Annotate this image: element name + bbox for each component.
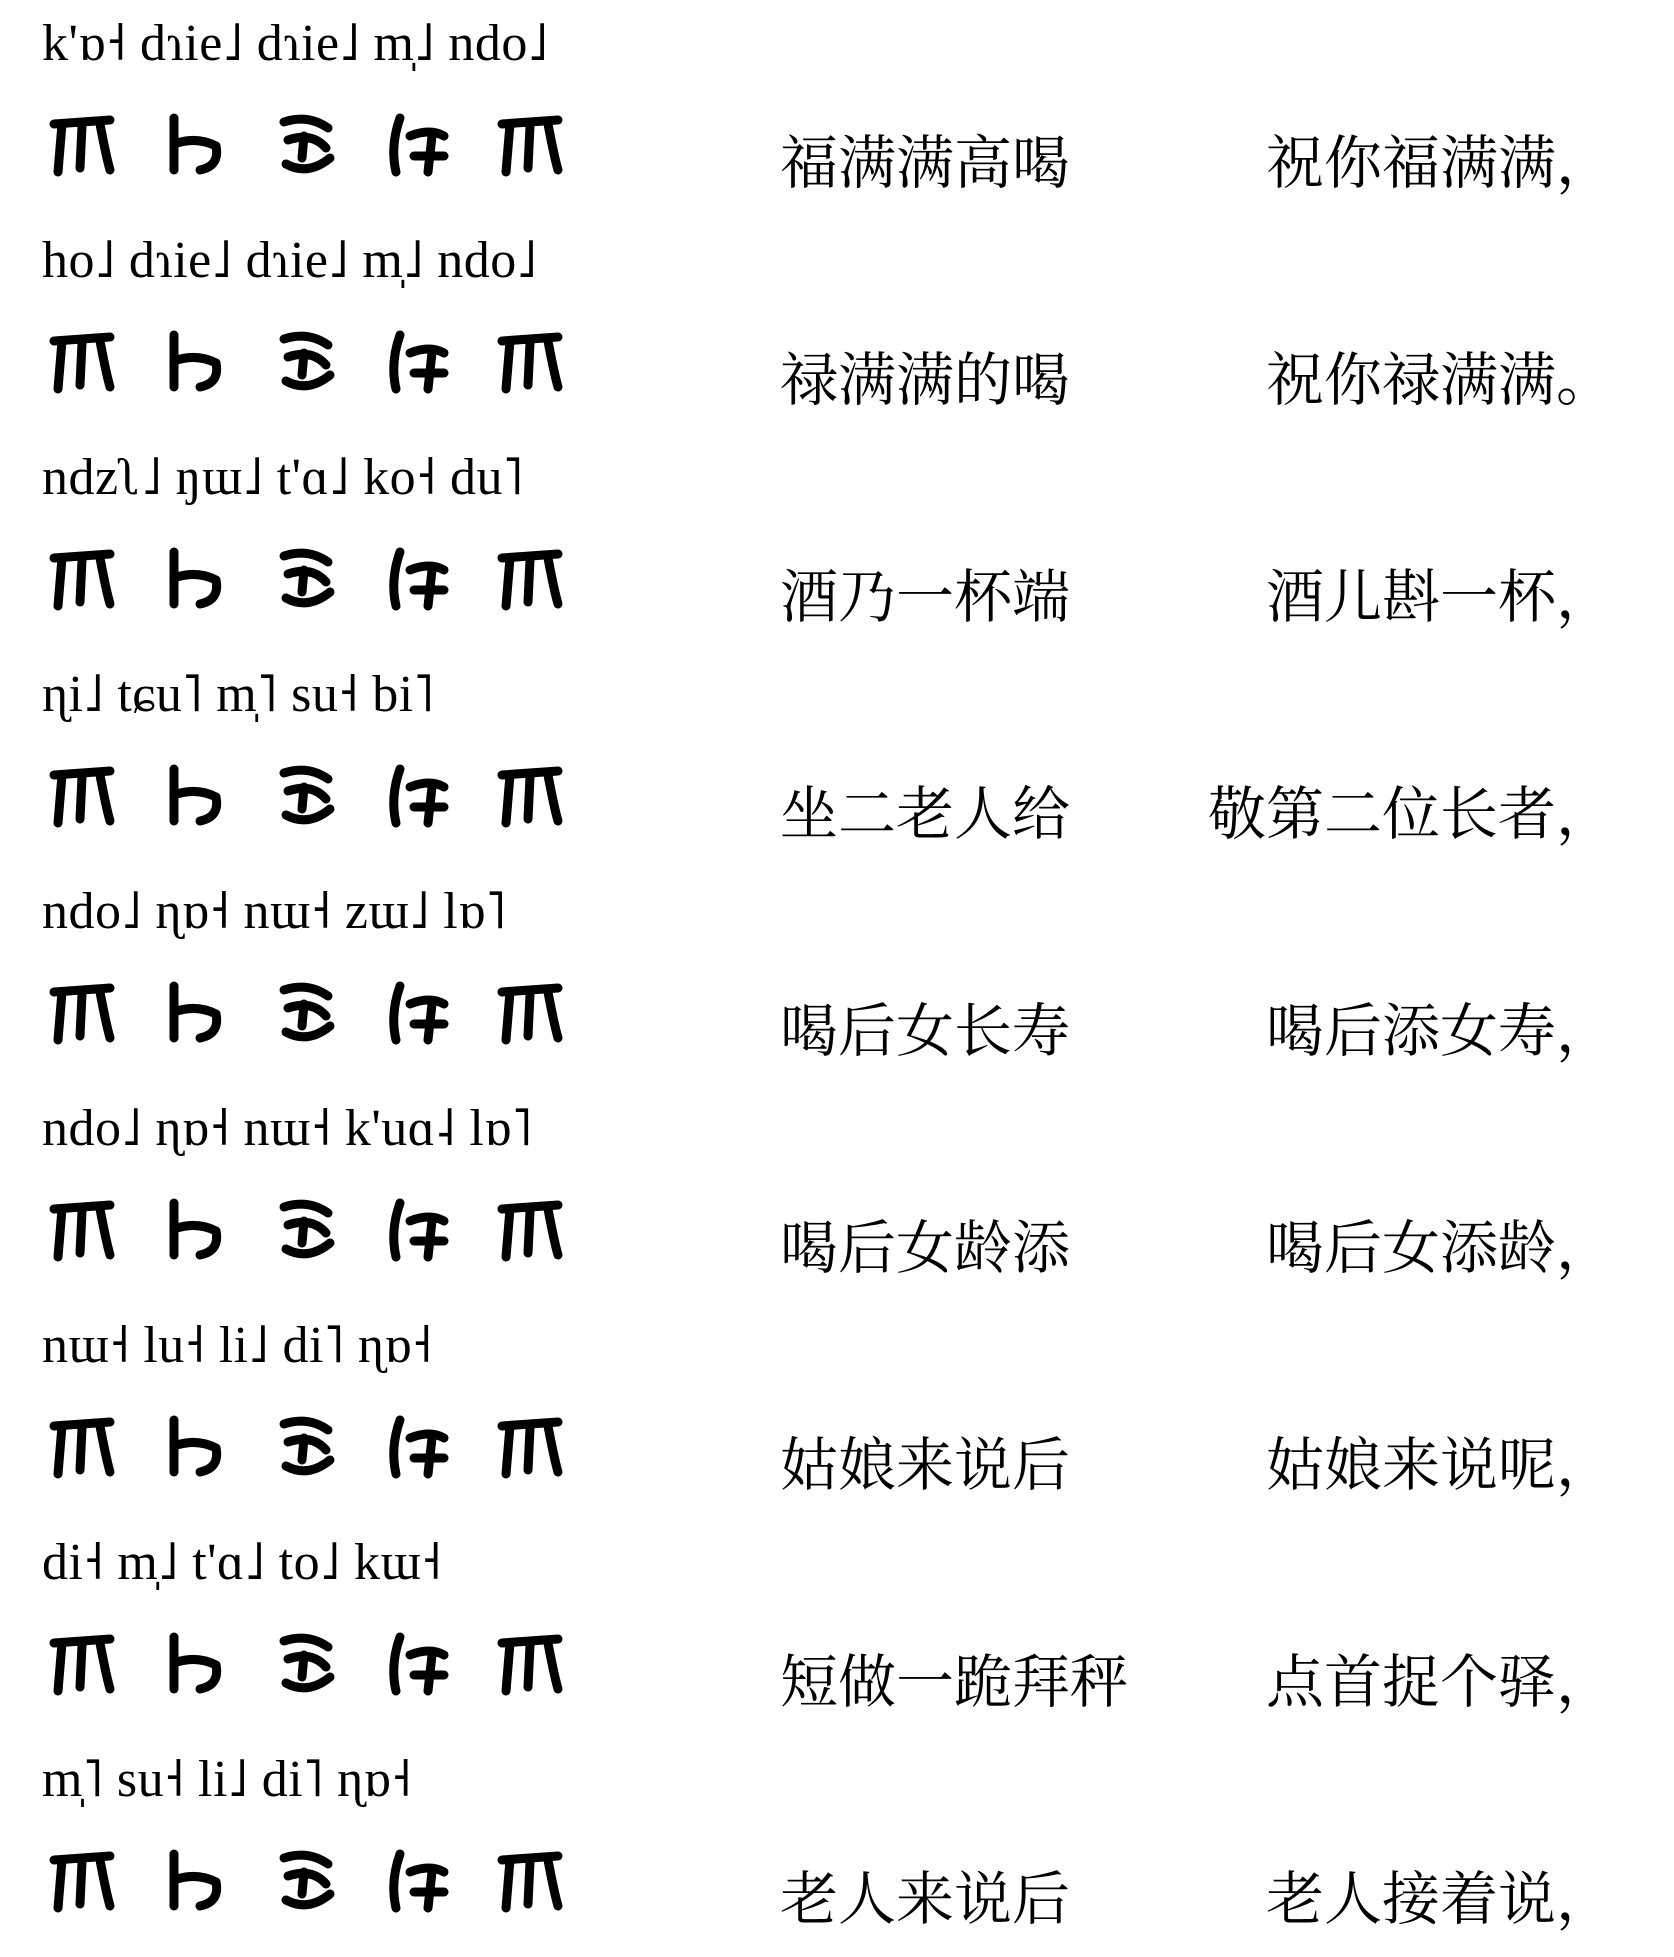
yi-glyph-icon [156, 1625, 232, 1701]
yi-glyph-icon [268, 1842, 344, 1918]
literal-gloss: 坐二老人给 [780, 780, 1071, 848]
verse-6 [0, 1085, 1674, 1302]
yi-glyph-icon [380, 1625, 456, 1701]
yi-script-row [44, 1613, 604, 1713]
yi-script-row [44, 311, 604, 411]
yi-glyph-icon [268, 757, 344, 833]
literal-gloss: 酒乃一杯端 [780, 563, 1071, 631]
yi-glyph-icon [268, 323, 344, 399]
ipa-transcription: ndo˩ ɳɒ˧ nɯ˧ k'uɑ˨ lɒ˥ [42, 1100, 533, 1157]
verse-9 [0, 1736, 1674, 1953]
yi-script-row [44, 528, 604, 628]
yi-glyph-icon [492, 1625, 568, 1701]
verse-3 [0, 434, 1674, 651]
yi-glyph-icon [380, 757, 456, 833]
yi-script-row [44, 94, 604, 194]
free-translation: 喝后女添龄， [1265, 1214, 1614, 1282]
free-translation: 老人接着说， [1265, 1865, 1614, 1933]
yi-glyph-icon [492, 1191, 568, 1267]
yi-glyph-icon [156, 106, 232, 182]
yi-glyph-icon [492, 1842, 568, 1918]
verse-2 [0, 217, 1674, 434]
yi-glyph-icon [492, 974, 568, 1050]
yi-glyph-icon [268, 974, 344, 1050]
literal-gloss: 姑娘来说后 [780, 1431, 1071, 1499]
ipa-transcription: ndzʅ˩ ŋɯ˩ t'ɑ˩ ko˧ du˥ [42, 449, 524, 506]
free-translation: 喝后添女寿， [1265, 997, 1614, 1065]
yi-glyph-icon [156, 540, 232, 616]
yi-glyph-icon [156, 323, 232, 399]
free-translation: 酒儿斟一杯， [1265, 563, 1614, 631]
yi-glyph-icon [44, 540, 120, 616]
yi-script-row [44, 1396, 604, 1496]
yi-glyph-icon [268, 1408, 344, 1484]
yi-glyph-icon [492, 757, 568, 833]
verse-5 [0, 868, 1674, 1085]
yi-script-row [44, 745, 604, 845]
ipa-transcription: di˧ m̩˩ t'ɑ˩ to˩ kɯ˧ [42, 1534, 442, 1591]
yi-script-row [44, 1830, 604, 1930]
yi-glyph-icon [44, 106, 120, 182]
ipa-transcription: m̩˥ su˧ li˩ di˥ ɳɒ˧ [42, 1751, 412, 1808]
yi-glyph-icon [268, 106, 344, 182]
yi-glyph-icon [268, 1191, 344, 1267]
yi-glyph-icon [492, 540, 568, 616]
yi-glyph-icon [156, 974, 232, 1050]
literal-gloss: 禄满满的喝 [780, 346, 1071, 414]
yi-glyph-icon [492, 1408, 568, 1484]
yi-glyph-icon [44, 1842, 120, 1918]
literal-gloss: 喝后女长寿 [780, 997, 1071, 1065]
yi-glyph-icon [44, 1625, 120, 1701]
yi-glyph-icon [44, 1408, 120, 1484]
verse-8 [0, 1519, 1674, 1736]
verse-1 [0, 0, 1674, 217]
yi-glyph-icon [44, 1191, 120, 1267]
yi-glyph-icon [380, 974, 456, 1050]
yi-glyph-icon [380, 106, 456, 182]
yi-glyph-icon [380, 1842, 456, 1918]
free-translation: 姑娘来说呢， [1265, 1431, 1614, 1499]
verse-7 [0, 1302, 1674, 1519]
literal-gloss: 喝后女龄添 [780, 1214, 1071, 1282]
free-translation: 敬第二位长者， [1207, 780, 1614, 848]
yi-glyph-icon [492, 106, 568, 182]
ipa-transcription: nɯ˧ lu˧ li˩ di˥ ɳɒ˧ [42, 1317, 433, 1374]
yi-glyph-icon [156, 1408, 232, 1484]
yi-glyph-icon [44, 323, 120, 399]
literal-gloss: 短做一跪拜秤 [780, 1648, 1129, 1716]
yi-glyph-icon [268, 540, 344, 616]
ipa-transcription: k'ɒ˧ dɿie˩ dɿie˩ m̩˩ ndo˩ [42, 15, 549, 72]
ipa-transcription: ɳi˩ tɕu˥ m̩˥ su˧ bi˥ [42, 666, 435, 723]
free-translation: 祝你福满满， [1265, 129, 1614, 197]
literal-gloss: 老人来说后 [780, 1865, 1071, 1933]
yi-glyph-icon [492, 323, 568, 399]
ipa-transcription: ndo˩ ɳɒ˧ nɯ˧ zɯ˩ lɒ˥ [42, 883, 507, 940]
yi-script-row [44, 1179, 604, 1279]
yi-glyph-icon [156, 757, 232, 833]
verse-4 [0, 651, 1674, 868]
yi-glyph-icon [156, 1842, 232, 1918]
yi-glyph-icon [380, 323, 456, 399]
yi-glyph-icon [268, 1625, 344, 1701]
yi-glyph-icon [156, 1191, 232, 1267]
yi-glyph-icon [44, 974, 120, 1050]
yi-glyph-icon [380, 540, 456, 616]
literal-gloss: 福满满高喝 [780, 129, 1071, 197]
free-translation: 点首捉个驿， [1265, 1648, 1614, 1716]
free-translation: 祝你禄满满。 [1265, 346, 1614, 414]
yi-glyph-icon [44, 757, 120, 833]
yi-glyph-icon [380, 1191, 456, 1267]
yi-glyph-icon [380, 1408, 456, 1484]
yi-script-row [44, 962, 604, 1062]
ipa-transcription: ho˩ dɿie˩ dɿie˩ m̩˩ ndo˩ [42, 232, 538, 289]
